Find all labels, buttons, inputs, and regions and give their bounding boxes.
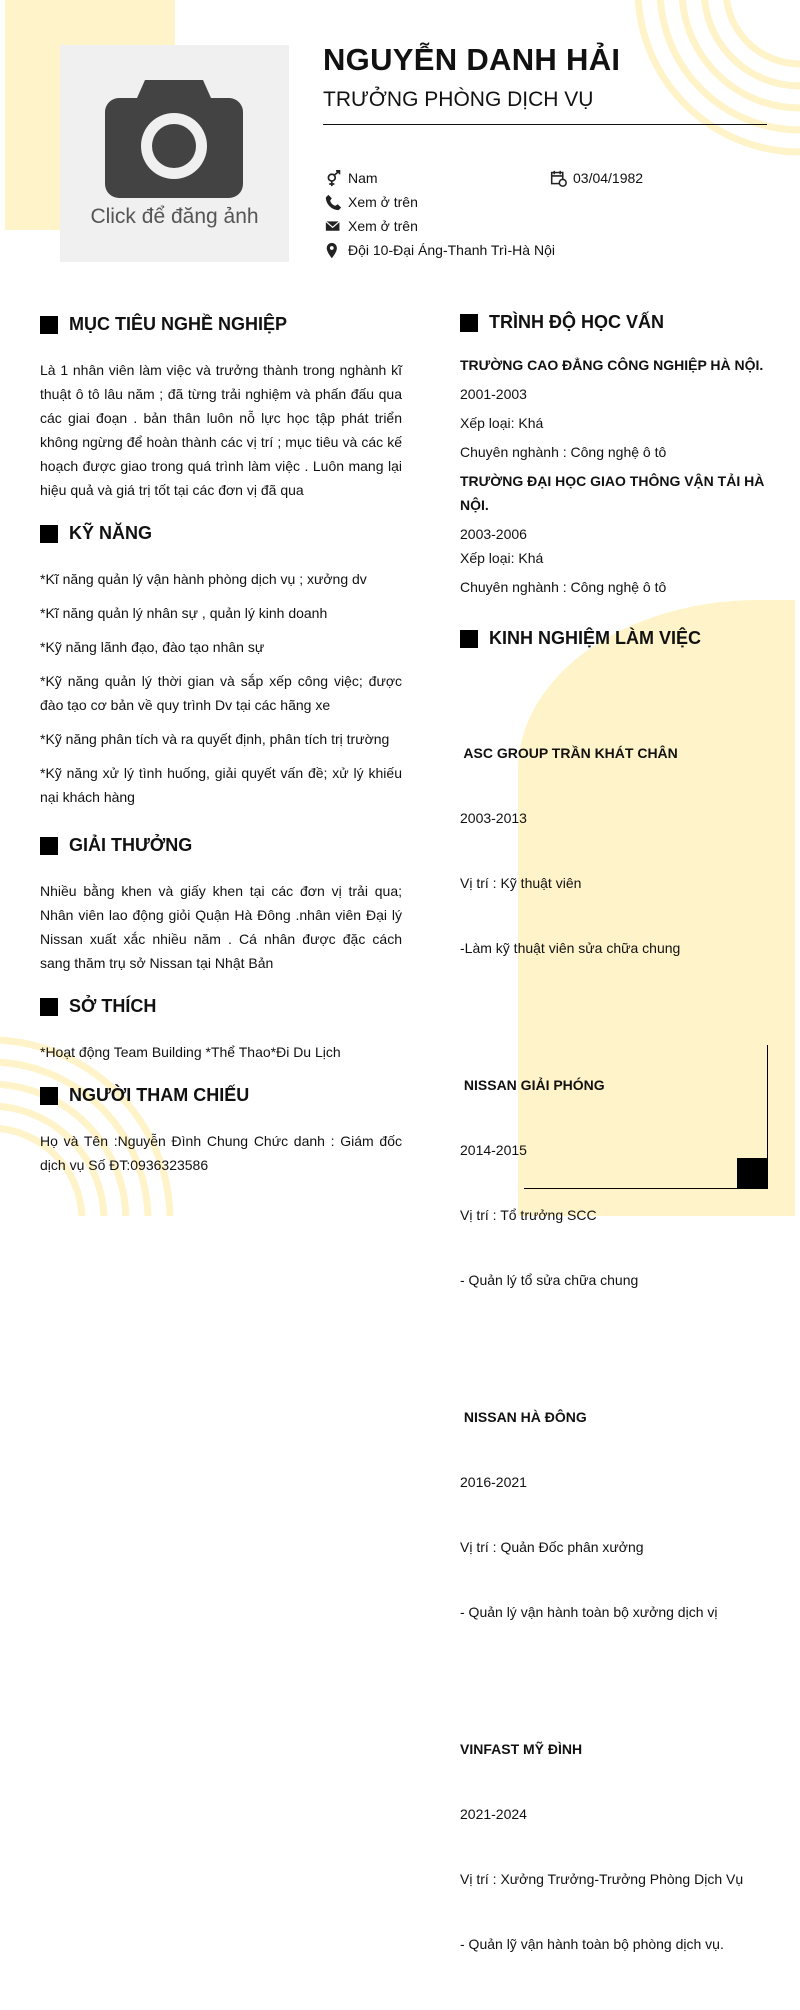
job-position: Vị trí : Tổ trưởng SCC <box>460 1207 597 1223</box>
job-position: Vị trí : Kỹ thuật viên <box>460 875 582 891</box>
address-value: Đội 10-Đại Áng-Thanh Trì-Hà Nội <box>348 242 555 258</box>
school-major: Chuyên nghành : Công nghệ ô tô <box>460 579 667 595</box>
header-divider <box>323 124 767 125</box>
full-name: NGUYỄN DANH HẢI <box>323 42 621 77</box>
job-period: 2003-2013 <box>460 810 527 826</box>
school-period: 2003-2006 <box>460 526 527 542</box>
email-value: Xem ở trên <box>348 218 418 234</box>
envelope-icon <box>325 218 342 235</box>
job-position: Vị trí : Quản Đốc phân xưởng <box>460 1539 644 1555</box>
job-entry <box>460 1037 767 1333</box>
phone-value: Xem ở trên <box>348 194 418 210</box>
job-entry <box>460 1701 767 1992</box>
gender-value: Nam <box>348 170 378 186</box>
section-heading-hobbies <box>40 996 402 1017</box>
job-description: - Quản lý tổ sửa chữa chung <box>460 1272 639 1288</box>
experience-list <box>460 669 767 2010</box>
contact-phone <box>325 192 418 212</box>
contact-address <box>325 240 555 260</box>
school-grade: Xếp loại: Khá <box>460 415 544 431</box>
photo-upload[interactable] <box>60 45 289 262</box>
job-company: NISSAN HÀ ĐÔNG <box>460 1409 587 1425</box>
school-major: Chuyên nghành : Công nghệ ô tô <box>460 444 667 460</box>
school-name: TRƯỜNG CAO ĐẲNG CÔNG NGHIỆP HÀ NỘI. <box>460 357 764 373</box>
skills-list <box>40 567 402 809</box>
job-entry <box>460 705 767 1001</box>
references-text: Họ và Tên :Nguyễn Đình Chung Chức danh : Giám đốc dịch vụ Số ĐT:0936323586 <box>40 1133 402 1173</box>
job-description: -Làm kỹ thuật viên sửa chữa chung <box>460 940 681 956</box>
job-description: - Quản lỹ vận hành toàn bộ phòng dịch vụ. <box>460 1936 724 1952</box>
decorative-arcs-top <box>600 0 800 170</box>
section-heading-experience <box>460 628 767 649</box>
gender-icon <box>325 170 342 187</box>
section-heading-education <box>460 312 767 333</box>
section-heading-objective <box>40 314 402 335</box>
skill-item: *Kỹ năng quản lý thời gian và sắp xếp công việc; được đào tạo cơ bản về quy trình Dv tại các hãng xe <box>40 673 402 713</box>
job-entry <box>460 1369 767 1665</box>
skill-item: *Kĩ năng quản lý nhân sự , quản lý kinh doanh <box>40 605 328 621</box>
section-heading-awards <box>40 835 402 856</box>
school-period: 2001-2003 <box>460 386 527 402</box>
heading-text: KINH NGHIỆM LÀM VIỆC <box>489 628 702 648</box>
skill-item: *Kĩ năng quản lý vận hành phòng dịch vụ ; xưởng dv <box>40 571 367 587</box>
education-entry <box>460 469 767 599</box>
skill-item: *Kỹ năng lãnh đạo, đào tạo nhân sự <box>40 639 265 655</box>
contact-dob <box>550 168 643 188</box>
hobbies-text: *Hoạt động Team Building *Thể Thao*Đi Du Lịch <box>40 1044 341 1060</box>
heading-text: SỞ THÍCH <box>69 996 157 1016</box>
dob-value: 03/04/1982 <box>573 170 644 186</box>
objective-text: Là 1 nhân viên làm việc và trưởng thành trong nghành kĩ thuật ô tô lâu năm ; đã từng trải nghiệm và phấn đấu qua các giai đoạn . bản thân luôn nỗ lực học tập phát triển không ngừng để hoàn thành các vị trí ; mục tiêu và các kế hoạch được giao trong quá trình làm việc . Luôn mang lại hiệu quả và giá trị tốt tại các đơn vị đã qua <box>40 362 402 498</box>
job-period: 2014-2015 <box>460 1142 527 1158</box>
education-list <box>460 353 767 599</box>
phone-icon <box>325 194 342 211</box>
skill-item: *Kỹ năng xử lý tình huống, giải quyết vấn đề; xử lý khiếu nại khách hàng <box>40 765 402 805</box>
calendar-icon <box>550 170 567 187</box>
job-period: 2021-2024 <box>460 1806 527 1822</box>
heading-text: GIẢI THƯỞNG <box>69 835 193 855</box>
location-pin-icon <box>325 242 342 259</box>
heading-text: KỸ NĂNG <box>69 523 153 543</box>
contact-email <box>325 216 418 236</box>
skill-item: *Kỹ năng phân tích và ra quyết định, phân tích trị trường <box>40 731 390 747</box>
section-heading-references <box>40 1085 402 1106</box>
job-company: NISSAN GIẢI PHÓNG <box>460 1077 605 1093</box>
job-company: ASC GROUP TRẦN KHÁT CHÂN <box>460 745 678 761</box>
school-grade: Xếp loại: Khá <box>460 550 544 566</box>
job-title: TRƯỞNG PHÒNG DỊCH VỤ <box>323 88 594 111</box>
job-position: Vị trí : Xưởng Trưởng-Trưởng Phòng Dịch Vụ <box>460 1871 744 1887</box>
job-description: - Quản lý vận hành toàn bộ xưởng dịch vị <box>460 1604 718 1620</box>
heading-text: MỤC TIÊU NGHỀ NGHIỆP <box>69 314 288 334</box>
contact-gender <box>325 168 378 188</box>
awards-text: Nhiều bằng khen và giấy khen tại các đơn vị trải qua; Nhân viên lao động giỏi Quận Hà Đông .nhân viên Đại lý Nissan xuất xắc nhiều năm . Cá nhân được đặc cách sang thăm trụ sở Nissan tại Nhật Bản <box>40 883 402 971</box>
school-name: TRƯỜNG ĐẠI HỌC GIAO THÔNG VẬN TẢI HÀ NỘI. <box>460 473 765 513</box>
job-company: VINFAST MỸ ĐÌNH <box>460 1741 583 1757</box>
section-heading-skills <box>40 523 402 544</box>
camera-icon <box>105 80 243 198</box>
heading-text: NGƯỜI THAM CHIẾU <box>69 1085 250 1105</box>
job-period: 2016-2021 <box>460 1474 527 1490</box>
heading-text: TRÌNH ĐỘ HỌC VẤN <box>489 312 664 332</box>
photo-upload-label: Click để đăng ảnh <box>90 205 259 228</box>
education-entry <box>460 353 767 464</box>
